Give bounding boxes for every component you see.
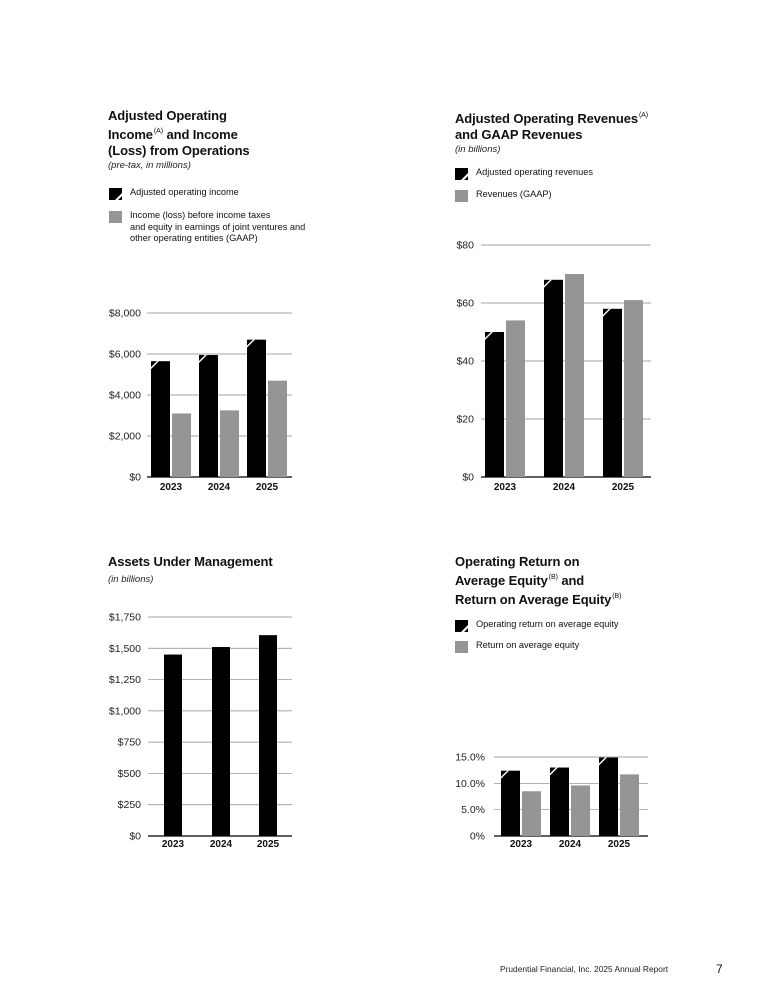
y-tick-label: $1,000 bbox=[108, 705, 141, 718]
bar-secondary bbox=[172, 413, 191, 477]
y-tick-label: 15.0% bbox=[455, 751, 485, 764]
y-tick-label: 10.0% bbox=[455, 777, 485, 790]
bar-secondary bbox=[522, 791, 541, 836]
x-category-label: 2024 bbox=[209, 839, 233, 850]
legend-label: Income (loss) before income taxes and equity in earnings of joint ventures and other operating entities (GAAP) bbox=[130, 210, 306, 243]
page-number: 7 bbox=[716, 962, 723, 976]
y-tick-label: $0 bbox=[129, 830, 141, 843]
bar-primary bbox=[247, 340, 266, 477]
y-tick-label: $750 bbox=[117, 736, 141, 749]
footnote-marker: (B) bbox=[612, 593, 622, 600]
y-tick-label: $60 bbox=[456, 297, 474, 310]
bar-secondary bbox=[620, 774, 639, 836]
chart-title: Operating Return on Average Equity$^{(B)}$ and Return on Average Equity$^{(B)}$ bbox=[455, 554, 622, 607]
y-tick-label: 5.0% bbox=[461, 804, 485, 817]
x-category-label: 2025 bbox=[611, 482, 635, 493]
chart-title: Assets Under Management bbox=[108, 554, 273, 569]
x-category-label: 2023 bbox=[509, 839, 533, 850]
bar-secondary bbox=[506, 320, 525, 477]
y-tick-label: $20 bbox=[456, 413, 474, 426]
bar-secondary bbox=[268, 381, 287, 477]
footnote-marker: (A) bbox=[638, 112, 648, 119]
bar-secondary bbox=[571, 785, 590, 836]
y-tick-label: 0% bbox=[469, 830, 485, 843]
bar-secondary bbox=[220, 410, 239, 477]
bar-primary bbox=[485, 332, 504, 477]
bar-primary bbox=[603, 309, 622, 477]
bar-secondary bbox=[624, 300, 643, 477]
x-category-label: 2023 bbox=[159, 482, 183, 493]
y-tick-label: $1,500 bbox=[108, 642, 141, 655]
y-tick-label: $0 bbox=[129, 471, 141, 484]
y-tick-label: $2,000 bbox=[108, 430, 141, 443]
legend-label: Adjusted operating income bbox=[130, 187, 239, 197]
footer-text: Prudential Financial, Inc. 2025 Annual Report bbox=[500, 964, 669, 974]
bar-primary bbox=[550, 768, 569, 836]
bar-secondary bbox=[565, 274, 584, 477]
y-tick-label: $1,750 bbox=[108, 611, 141, 624]
bar-primary bbox=[164, 655, 182, 836]
legend-label: Adjusted operating revenues bbox=[476, 167, 593, 177]
y-tick-label: $80 bbox=[456, 239, 474, 252]
bar-primary bbox=[599, 758, 618, 836]
x-category-label: 2024 bbox=[207, 482, 231, 493]
y-tick-label: $6,000 bbox=[108, 348, 141, 361]
legend-label: Operating return on average equity bbox=[476, 619, 619, 629]
x-category-label: 2024 bbox=[552, 482, 576, 493]
chart-subtitle: (in billions) bbox=[108, 574, 154, 585]
footnote-marker: (A) bbox=[153, 128, 163, 135]
legend-label: Revenues (GAAP) bbox=[476, 189, 552, 199]
y-tick-label: $40 bbox=[456, 355, 474, 368]
x-category-label: 2025 bbox=[256, 839, 280, 850]
x-category-label: 2025 bbox=[255, 482, 279, 493]
bar-primary bbox=[151, 361, 170, 477]
bar-primary bbox=[544, 280, 563, 477]
y-tick-label: $4,000 bbox=[108, 389, 141, 402]
bar-primary bbox=[212, 647, 230, 836]
chart-title: Adjusted Operating Income$^{(A)}$ and Income (Loss) from Operations bbox=[108, 108, 250, 158]
x-category-label: 2024 bbox=[558, 839, 582, 850]
footnote-marker: (B) bbox=[548, 574, 558, 581]
bar-primary bbox=[259, 635, 277, 836]
chart-subtitle: (in billions) bbox=[455, 144, 501, 155]
chart-title: Adjusted Operating Revenues$^{(A)}$ and GAAP Revenues bbox=[455, 111, 648, 142]
y-tick-label: $8,000 bbox=[108, 307, 141, 320]
x-category-label: 2025 bbox=[607, 839, 631, 850]
chart-subtitle: (pre-tax, in millions) bbox=[108, 160, 191, 171]
y-tick-label: $250 bbox=[117, 799, 141, 812]
bar-primary bbox=[501, 771, 520, 836]
legend-label: Return on average equity bbox=[476, 640, 580, 650]
y-tick-label: $1,250 bbox=[108, 674, 141, 687]
y-tick-label: $0 bbox=[462, 471, 474, 484]
x-category-label: 2023 bbox=[161, 839, 185, 850]
bar-primary bbox=[199, 355, 218, 477]
y-tick-label: $500 bbox=[117, 767, 141, 780]
x-category-label: 2023 bbox=[493, 482, 517, 493]
